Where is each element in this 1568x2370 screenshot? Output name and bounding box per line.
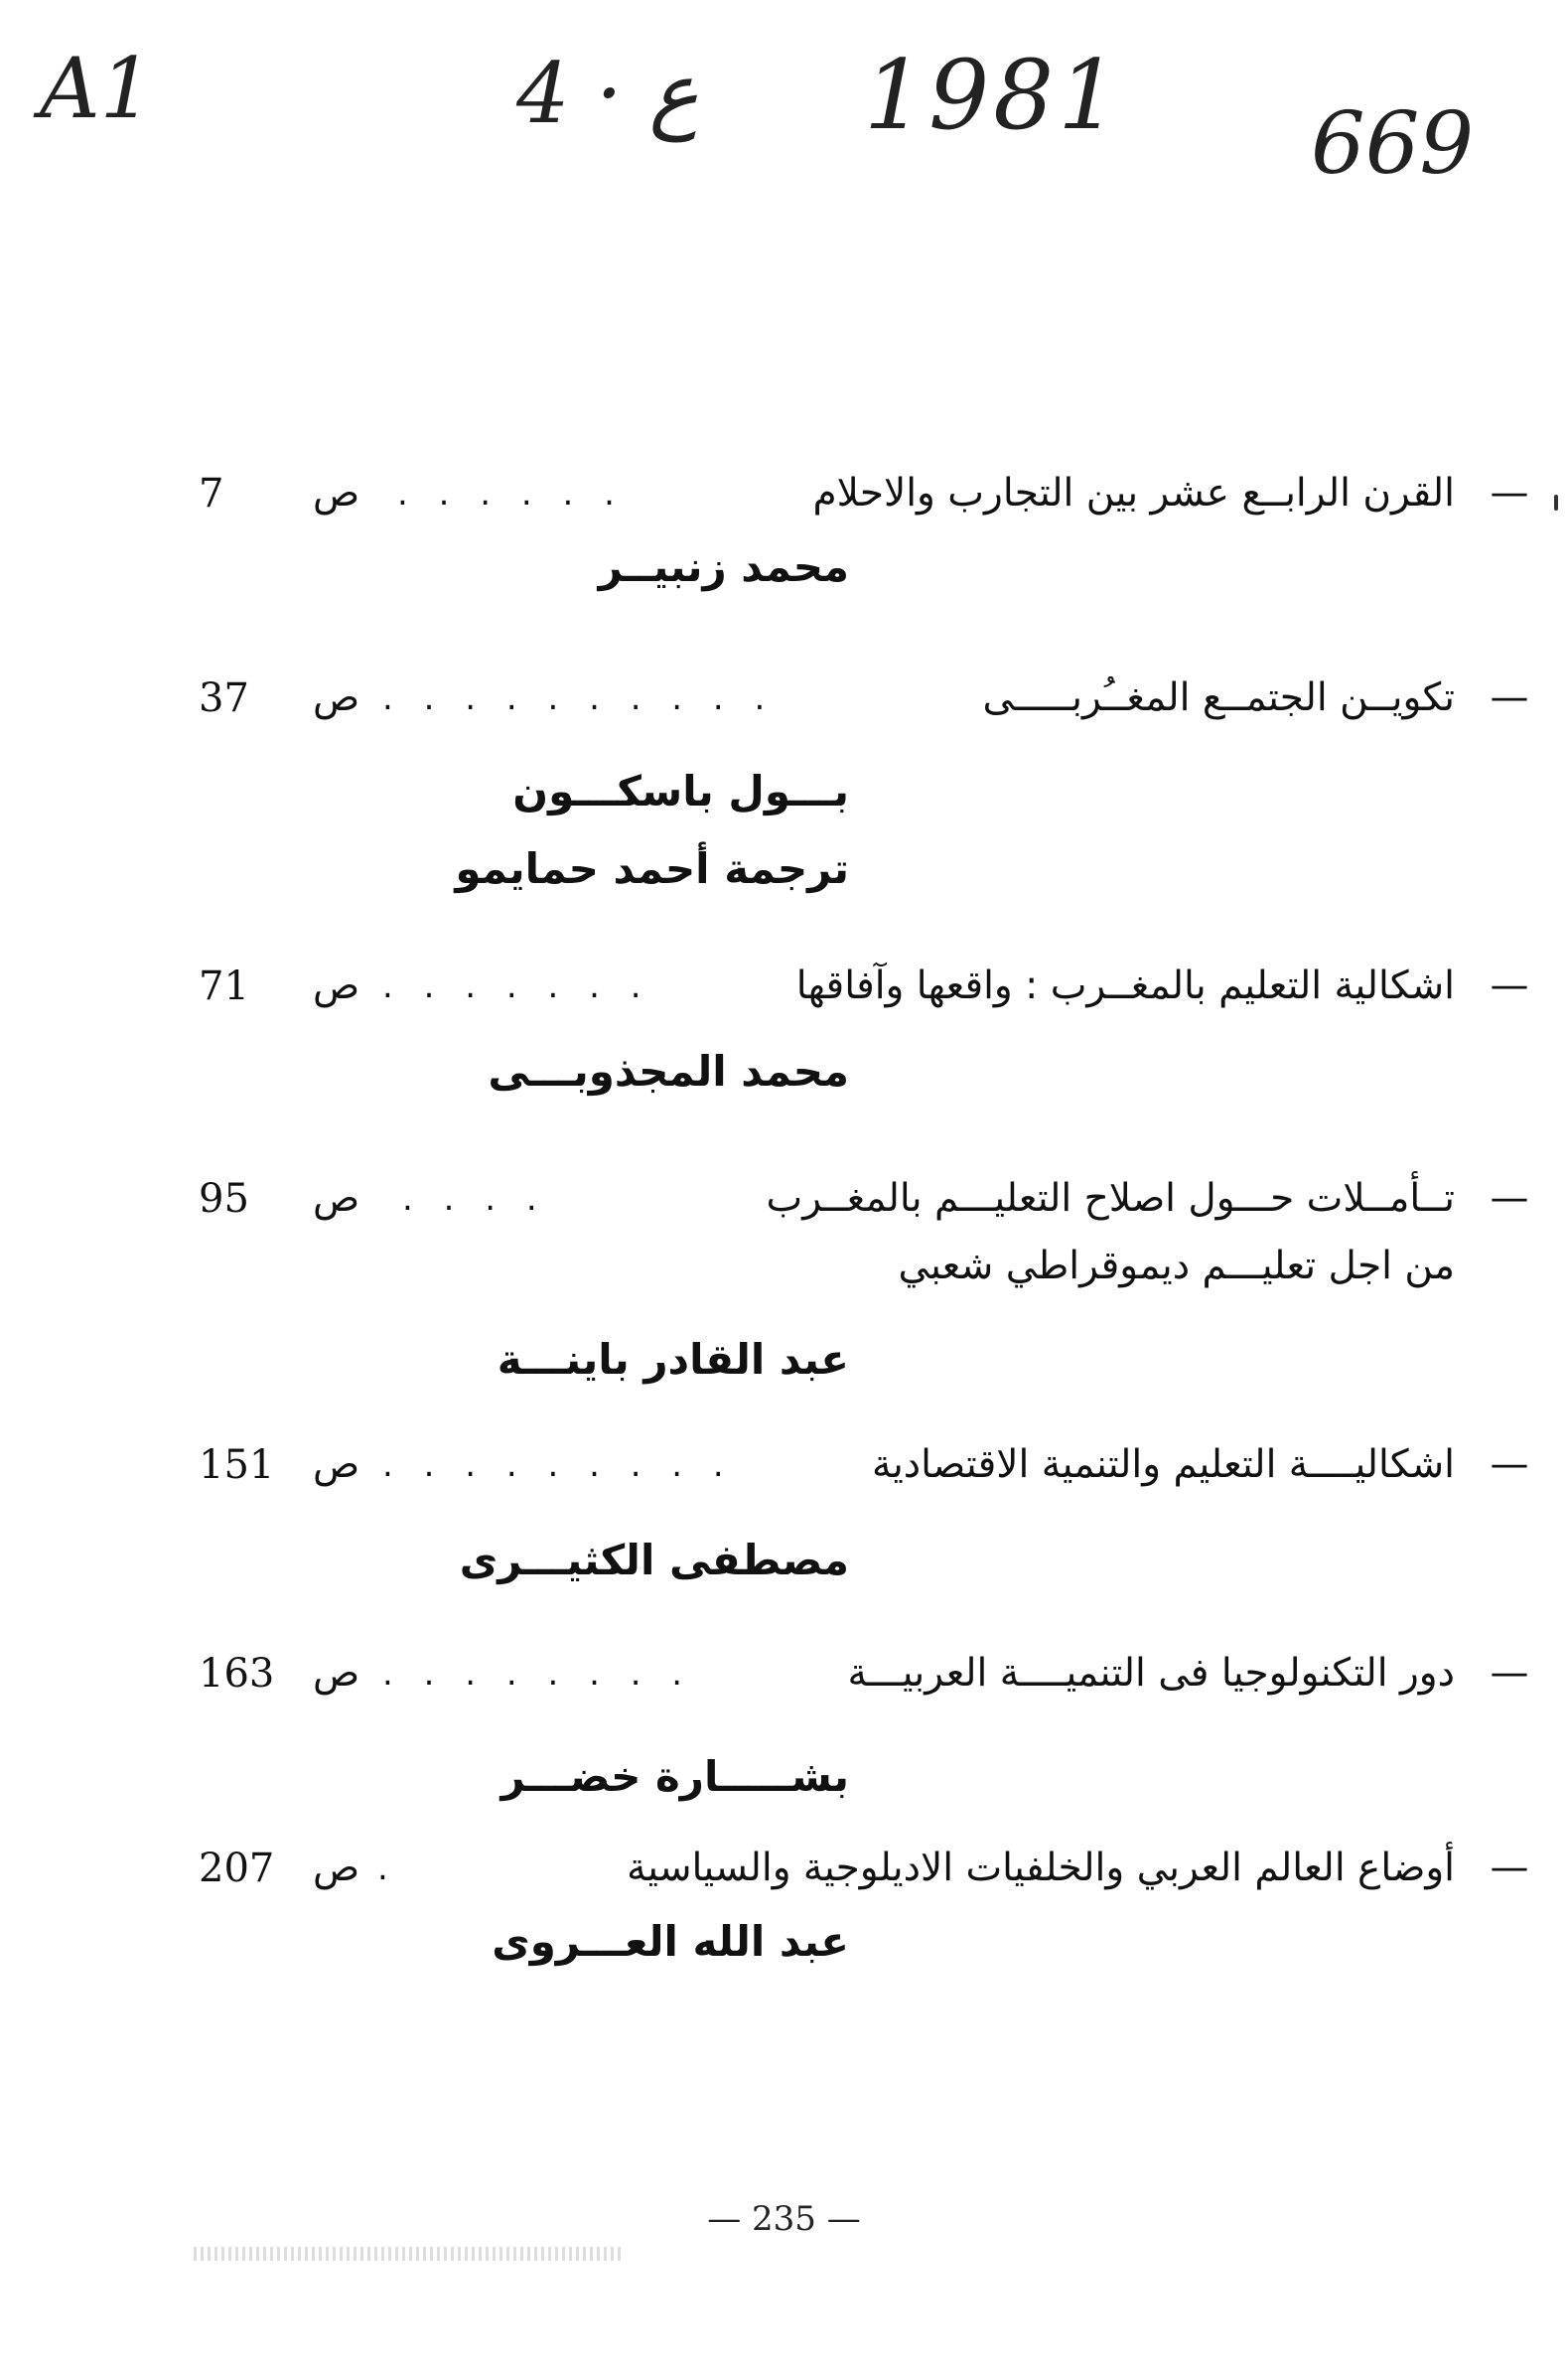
toc-line xyxy=(199,1164,1529,1234)
toc-entry xyxy=(199,1430,1529,1599)
leader-dots: . . . . . . . . . . xyxy=(382,678,776,718)
toc-line xyxy=(199,1834,1529,1903)
page-number: 207 xyxy=(199,1846,275,1891)
dash-marker: — xyxy=(1490,1442,1529,1487)
handwritten-date: 4 · ع xyxy=(516,45,699,142)
dash-marker: — xyxy=(1490,1651,1529,1696)
entry-translator: ترجمة أحمد حمايمو xyxy=(455,844,849,893)
entry-title: اشكالية التعليم بالمغــرب : واقعها وآفاقها xyxy=(795,963,1455,1008)
entry-subtitle: من اجل تعليـــم ديموقراطي شعبي xyxy=(898,1244,1455,1288)
leader-dots: . xyxy=(377,1849,398,1888)
leader-dots: . . . . . . xyxy=(397,474,625,514)
page-number: 7 xyxy=(199,471,224,517)
leader-dots: . . . . . . . . . xyxy=(382,1445,734,1485)
entry-author: عبد القادر باينـــة xyxy=(497,1335,849,1384)
entry-author: محمد زنبيــر xyxy=(598,542,849,591)
dash-marker: — xyxy=(1490,675,1529,720)
leader-dots: . . . . . . . xyxy=(382,966,651,1006)
leader-dots: . . . . . . . . xyxy=(382,1654,693,1694)
entry-author: بـــول باسكـــون xyxy=(512,767,849,815)
page-number: 95 xyxy=(199,1176,249,1222)
entry-title: دور التكنولوجيا فى التنميــــة العربيـــة xyxy=(847,1651,1455,1696)
handwritten-year: 1981 xyxy=(864,40,1123,151)
page-word: ص xyxy=(313,675,360,720)
entry-author: محمد المجذوبـــى xyxy=(488,1047,849,1096)
page-word: ص xyxy=(313,1846,360,1890)
toc-entry xyxy=(199,1834,1529,1981)
toc-line xyxy=(199,1639,1529,1708)
page-number: 163 xyxy=(199,1651,275,1697)
page-number: 71 xyxy=(199,963,249,1009)
toc-line xyxy=(199,664,1529,733)
page-word: ص xyxy=(313,963,360,1008)
entry-title: القرن الرابــع عشر بين التجارب والاحلام xyxy=(812,471,1455,516)
entry-author: بشـــــارة خضـــر xyxy=(500,1752,849,1801)
toc-entry xyxy=(199,459,1529,606)
dash-marker: — xyxy=(1490,963,1529,1008)
page-word: ص xyxy=(313,1651,360,1696)
entry-author: مصطفى الكثيـــرى xyxy=(459,1536,849,1584)
page-word: ص xyxy=(313,471,360,516)
dash-marker: — xyxy=(1490,1176,1529,1221)
page-word: ص xyxy=(313,1176,360,1221)
toc-entry xyxy=(199,1164,1529,1399)
toc-line xyxy=(199,952,1529,1021)
page-word: ص xyxy=(313,1442,360,1487)
toc-line xyxy=(199,1430,1529,1500)
entry-title: تــأمــلات حـــول اصلاح التعليـــم بالمغــرب xyxy=(766,1176,1455,1221)
toc-entry xyxy=(199,1639,1529,1816)
toc-line xyxy=(199,459,1529,528)
entry-title: تكويــن الجتمــع المغــُربـــــى xyxy=(982,675,1455,720)
dash-marker: — xyxy=(1490,471,1529,516)
leader-dots: . . . . xyxy=(402,1179,547,1219)
page-number: 37 xyxy=(199,675,249,721)
page-footer-number: — 235 — xyxy=(707,2199,861,2239)
page-number: 151 xyxy=(199,1442,275,1488)
toc-entry xyxy=(199,664,1529,908)
handwritten-ref: A1 xyxy=(40,40,154,137)
scan-noise xyxy=(194,2247,621,2261)
entry-author: عبد الله العـــروى xyxy=(492,1917,849,1966)
handwritten-number: 669 xyxy=(1311,94,1475,194)
entry-title: أوضاع العالم العربي والخلفيات الاديلوجية والسياسية xyxy=(627,1846,1455,1890)
entry-title: اشكاليــــة التعليم والتنمية الاقتصادية xyxy=(872,1442,1455,1487)
dash-marker: — xyxy=(1490,1846,1529,1890)
toc-entry xyxy=(199,952,1529,1111)
